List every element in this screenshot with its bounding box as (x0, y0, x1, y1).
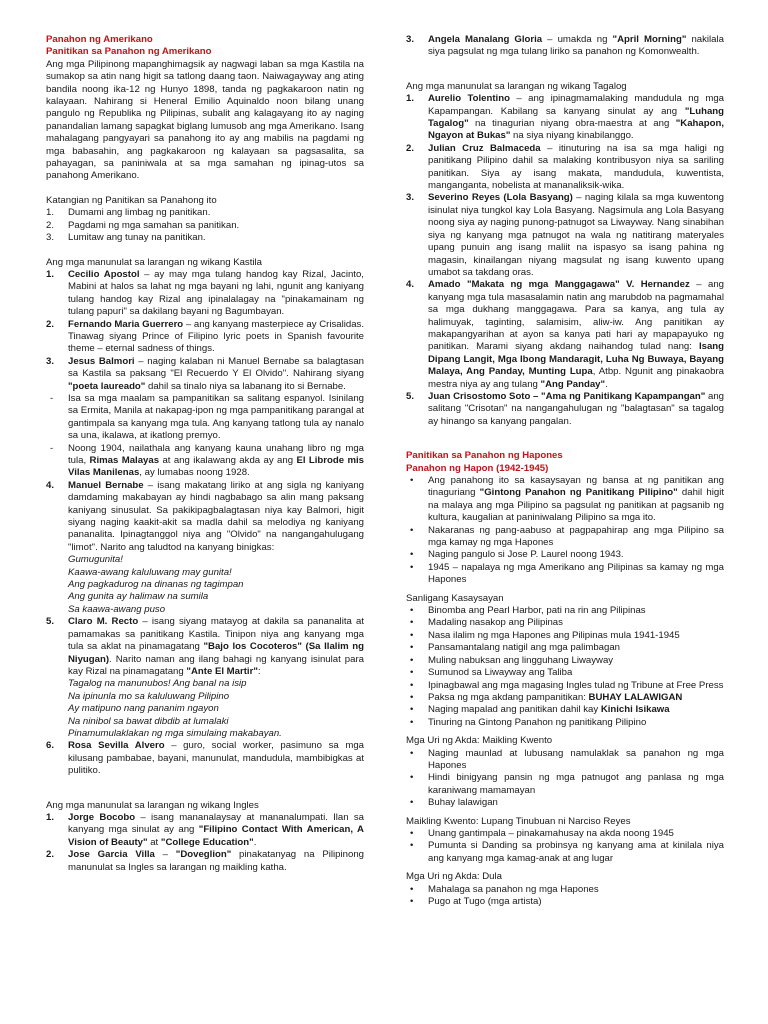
writer-amado-hernandez: 4. Amado "Makata ng mga Manggagawa" V. Hernandez – ang kanyang mga tula masasalamin natin ang marubdob na pagmamahal sa mga dukhang manggagawa. Para sa kanya, ang tula ay halimuyak, taginting, salamisim, aliw-iw. Ang panitikan ay makapangyarihan at ayon sa kanya pati hari ay mapapayuko ng panitikan. Marami siyang akdang naihandog tulad nang: Isang Dipang Langit, Mga Ibong Mandaragit, Luha Ng Buwaya, Bayang Malaya, Ang Panday, Munting Lupa, Atbp. Ngunit ang pinakaobra mestra niya ay ang tulang "Ang Panday". (406, 279, 724, 390)
list-item: • Pansamantalang natigil ang mga palimbagan (410, 642, 621, 654)
list-item: • Muling nabuksan ang lingguhang Liwayway (410, 654, 614, 666)
list-item: 2. Pagdami ng mga samahan sa panitikan. (46, 219, 240, 231)
writer-severino-reyes: 3. Severino Reyes (Lola Basyang) – naging kilala sa mga kuwentong isinulat niya tungkol kay Lola Basyang. Nagsimula ang Lola Basyang noong siya ay naging punong-patnugot sa Liwayway. Nang sinabihan siya ng kanyang mga patnugot na wala ng natitirang materyales upang punuin ang isang maliit na ispasyo sa isang pahina ng magasin, kinailangan niyang magsulat ng isang kuwento upang umabot sa takdang oras. (406, 192, 724, 278)
list-item: • Buhay lalawigan (410, 797, 498, 809)
list-item: • Ipinagbawal ang mga magasing Ingles tulad ng Tribune at Free Press (410, 679, 724, 691)
kastila-writers-list (46, 269, 364, 393)
poem-line: Gumugunita! (68, 554, 123, 566)
list-item: • Nakaranas ng pang-aabuso at pagpapahirap ang mga Pilipino sa mga kamay ng mga Hapones (410, 524, 724, 549)
writer-fernando-guerrero: 2. Fernando Maria Guerrero – ang kanyang masterpiece ay Crisalidas. Tinawag siyang Prince of Filipino lyric poets in Spanish favourite theme – eternal sadness of things. (46, 318, 364, 355)
writer-jesus-balmori: 3. Jesus Balmori – naging kalaban ni Manuel Bernabe sa balagtasan sa Kastila sa paksang "El Recuerdo Y El Olvido". Nahirang siyang "poeta laureado" dahil sa tinalo niya sa labanang ito si Bernabe. (46, 355, 364, 392)
kastila-writers-list-cont2 (46, 616, 364, 678)
kastila-writers-list-cont (46, 480, 364, 554)
list-item: • Nasa ilalim ng mga Hapones ang Pilipinas mula 1941-1945 (410, 629, 680, 641)
writer-claro-recto: 5. Claro M. Recto – isang siyang matayog at dakila sa pananalita at pamamakas sa panitikang Kastila. Tinipon niya ang kanyang mga tula sa aklat na pinamagatang "Bajo los Cocoteros" (Sa Ilalim ng Niyugan). Narito naman ang ilang bahagi ng kanyang isinulat para kay Rizal na pinamagatang "Ante El Martir": (46, 616, 364, 677)
lupang-tinubuan-heading: Maikling Kwento: Lupang Tinubuan ni Narciso Reyes (406, 815, 631, 827)
poem-line: Pinamumulaklakan ng mga simulaing makabayan. (68, 727, 282, 739)
list-item: • Binomba ang Pearl Harbor, pati na rin ang Pilipinas (410, 605, 646, 617)
bernabe-poem (46, 554, 364, 616)
list-item: • 1945 – napalaya ng mga Amerikano ang Pilipinas sa kamay ng mga Hapones (410, 561, 724, 586)
list-item: • Tinuring na Gintong Panahon ng panitikang Pilipino (410, 716, 647, 728)
poem-line: Ang gunita ay halimaw na sumila (68, 591, 209, 603)
list-item: • Naging maunlad at lubusang namulaklak sa panahon ng mga Hapones (410, 747, 724, 771)
writer-aurelio-tolentino: 1. Aurelio Tolentino – ang ipinagmamalaking mandudula ng mga Kapampangan. Kabilang sa kanyang sinulat ay ang "Luhang Tagalog" na tinagurian niyang obra-maestra at ang "Kahapon, Ngayon at Bukas" na siya niyang kinabilanggo. (406, 93, 724, 142)
poem-line: Na ninibol sa bawat dibdib at lumalaki (68, 715, 229, 727)
list-item: • Paksa ng mga akdang pampanitikan: BUHAY LALAWIGAN (410, 691, 683, 703)
intro-paragraph: Ang mga Pilipinong mapanghimagsik ay nagwagi laban sa mga Kastila na sumakop sa atin nang higit sa tatlong daang taon. Naiwagayway ang ating bandila noong ika-12 ng Hunyo 1898, tanda ng pagkakaroon natin ng kalayaan. Nahirang si Heneral Emilio Aquinaldo noon bilang unang pangulo ng Republika ng Pilipinas, subalit ang kalagayang ito ay naging panandalian lamang sapagkat biglang lumusob ang mga Amerikano. Isang mahalagang pangyayari sa panahong ito ay ang mabilis na pagdami ng mga babasahin, ang pagkakaroon ng kalayaan sa pagsasalita, sa pahayagan, sa paniniwala at sa mga samahan ng ipinag-utos sa panahong Amerikano. (46, 58, 364, 182)
ingles-writers-list-cont (406, 34, 724, 59)
dula-heading: Mga Uri ng Akda: Dula (406, 871, 502, 883)
list-item: • Hindi binigyang pansin ng mga patnugot ang panlasa ng mga karaniwang mamamayan (410, 772, 724, 796)
poem-line: Kaawa-awang kaluluwang may gunita! (68, 566, 232, 578)
katangian-list (46, 207, 364, 244)
hapon-bullets (406, 475, 724, 587)
list-item: • Sumunod sa Liwayway ang Taliba (410, 667, 573, 679)
title-panahon-hapon: Panahon ng Hapon (1942-1945) (406, 462, 549, 474)
list-item: • Madaling nasakop ang Pilipinas (410, 617, 563, 629)
list-item: 3. Lumitaw ang tunay na panitikan. (46, 232, 206, 244)
list-item: • Naging pangulo si Jose P. Laurel noong 1943. (410, 549, 624, 561)
sanligan-bullets (406, 605, 724, 729)
writer-angela-manalang-gloria: 3. Angela Manalang Gloria – umakda ng "April Morning" nakilala siya pagsulat ng mga tulang liriko sa panahon ng Komonwealth. (406, 34, 724, 58)
left-column (46, 34, 364, 874)
right-column (406, 34, 724, 908)
poem-line: Ang pagkadurog na dinanas ng tagimpan (68, 579, 244, 591)
writer-manuel-bernabe: 4. Manuel Bernabe – isang makatang liriko at ang sigla ng kaniyang damdaming makabayan ay hindi nagbabago sa alin mang paksang kaniyang sinusulat. Sa pakikipagbalagtasan niya kay Balmori, higit siyang naging kaakit-akit sa madla dahil sa melodiya ng kaniyang pananalita. Ipinagtanggol niya ang "Olvido" na nangangahulugang "limot". Narito ang taludtod na kanyang binigkas: (46, 479, 364, 553)
writer-rosa-sevilla-alvero: 6. Rosa Sevilla Alvero – guro, social worker, pasimuno sa mga kilusang pambabae, bayani, manunulat, mandudula, mambibigkas at pulitiko. (46, 740, 364, 777)
recto-poem (46, 678, 364, 740)
list-item: • Pugo at Tugo (mga artista) (410, 896, 542, 907)
poem-line: Sa kaawa-awang puso (68, 603, 166, 615)
poem-line: Tagalog na manunubos! Ang banal na isip (68, 678, 247, 690)
maikling-kwento-heading: Mga Uri ng Akda: Maikling Kwento (406, 735, 553, 747)
writer-julian-cruz-balmaceda: 2. Julian Cruz Balmaceda – itinuturing na isa sa mga haligi ng panitikang Pilipino dahil sa malaking kontribusyon niya sa sariling panitikan. Siya ay isang makata, mandudula, kuwentista, manganganta, nobelista at mananaliksik-wika. (406, 142, 724, 192)
writer-jorge-bocobo: 1. Jorge Bocobo – isang mananalaysay at mananalumpati. Ilan sa kanyang mga sinulat ay ang "Filipino Contact With American, A Vision of Beauty" at "College Education". (46, 811, 365, 848)
lupang-tinubuan-bullets (406, 828, 724, 865)
kastila-heading: Ang mga manunulat sa larangan ng wikang Kastila (46, 256, 262, 268)
list-item: • Unang gantimpala – pinakamahusay na akda noong 1945 (410, 827, 674, 839)
list-item: • Pumunta si Danding sa probinsya ng kanyang ama at kinilala niya ang kanyang mga kamag-anak at ang lugar (410, 840, 724, 864)
list-item: • Ang panahong ito sa kasaysayan ng bansa at ng panitikan ang tinaguriang "Gintong Panahon ng Panitikang Pilipino" dahil higit na malaya ang mga Pilipino sa pagsulat ng panitikan at pagsanib ng kultura, kaugalian at paniniwalang Pilipino sa mga ito. (410, 475, 724, 524)
list-item: • Mahalaga sa panahon ng mga Hapones (410, 883, 599, 895)
title-panitikan-hapones: Panitikan sa Panahon ng Hapones (406, 450, 563, 462)
list-item: 1. Dumami ang limbag ng panitikan. (46, 207, 211, 219)
title-panitikan-amerikano: Panitikan sa Panahon ng Amerikano (46, 46, 212, 58)
ingles-heading: Ang mga manunulat sa larangan ng wikang Ingles (46, 799, 259, 811)
ingles-writers-list (46, 812, 364, 874)
maikling-kwento-bullets (406, 748, 724, 810)
writer-cecilio-apostol: 1. Cecilio Apostol – ay may mga tulang handog kay Rizal, Jacinto, Mabini at halos sa lahat ng mga bayani ng lahi, ngunit ang kaniyang tulang handog kay Rizal ang ipinalalagay na "pinakamainam ng tulang papuri" sa dakilang bayani ng Bagumbayan. (46, 268, 364, 318)
poem-line: Ay matipuno nang pananim ngayon (68, 703, 219, 715)
balmori-note-2: - Noong 1904, nailathala ang kanyang kauna unahang libro ng mga tula, Rimas Malayas at ang ikalawang akda ay ang El Librode mis Vilas Manilenas, ay lumabas noong 1928. (50, 442, 364, 479)
list-item: • Naging mapalad ang panitikan dahil kay Kinichi Isikawa (410, 704, 670, 716)
writer-juan-crisostomo-soto: 5. Juan Crisostomo Soto – "Ama ng Panitikang Kapampangan" ang salitang "Crisotan" na nangangahulugan ng "balagtasan" sa tagalog ay hinango sa kanyang pangalan. (406, 390, 724, 427)
katangian-heading: Katangian ng Panitikan sa Panahong ito (46, 194, 217, 206)
dula-bullets (406, 884, 724, 909)
sanligan-heading: Sanligang Kasaysayan (406, 592, 504, 604)
tagalog-heading: Ang mga manunulat sa larangan ng wikang Tagalog (406, 80, 627, 92)
writer-jose-garcia-villa: 2. Jose Garcia Villa – "Doveglion" pinakatanyag na Pilipinong manunulat sa Ingles sa larangan ng maikling katha. (46, 849, 364, 873)
poem-line: Na ipinunla mo sa kaluluwang Pilipino (68, 690, 230, 702)
balmori-note-1: - Isa sa mga maalam sa pampanitikan sa salitang espanyol. Isinilang sa Ermita, Manila at nakapag-ipon ng mga pampanitikang parangal at gantimpala sa kanyang mga tula. Ang kanyang tatlong tula ay nanalo sa una, ikalawa, at ikatlong premyo. (50, 392, 364, 442)
tagalog-writers-list (406, 93, 724, 428)
kastila-writers-list-cont3 (46, 740, 364, 777)
title-panahon-amerikano: Panahon ng Amerikano (46, 34, 153, 45)
